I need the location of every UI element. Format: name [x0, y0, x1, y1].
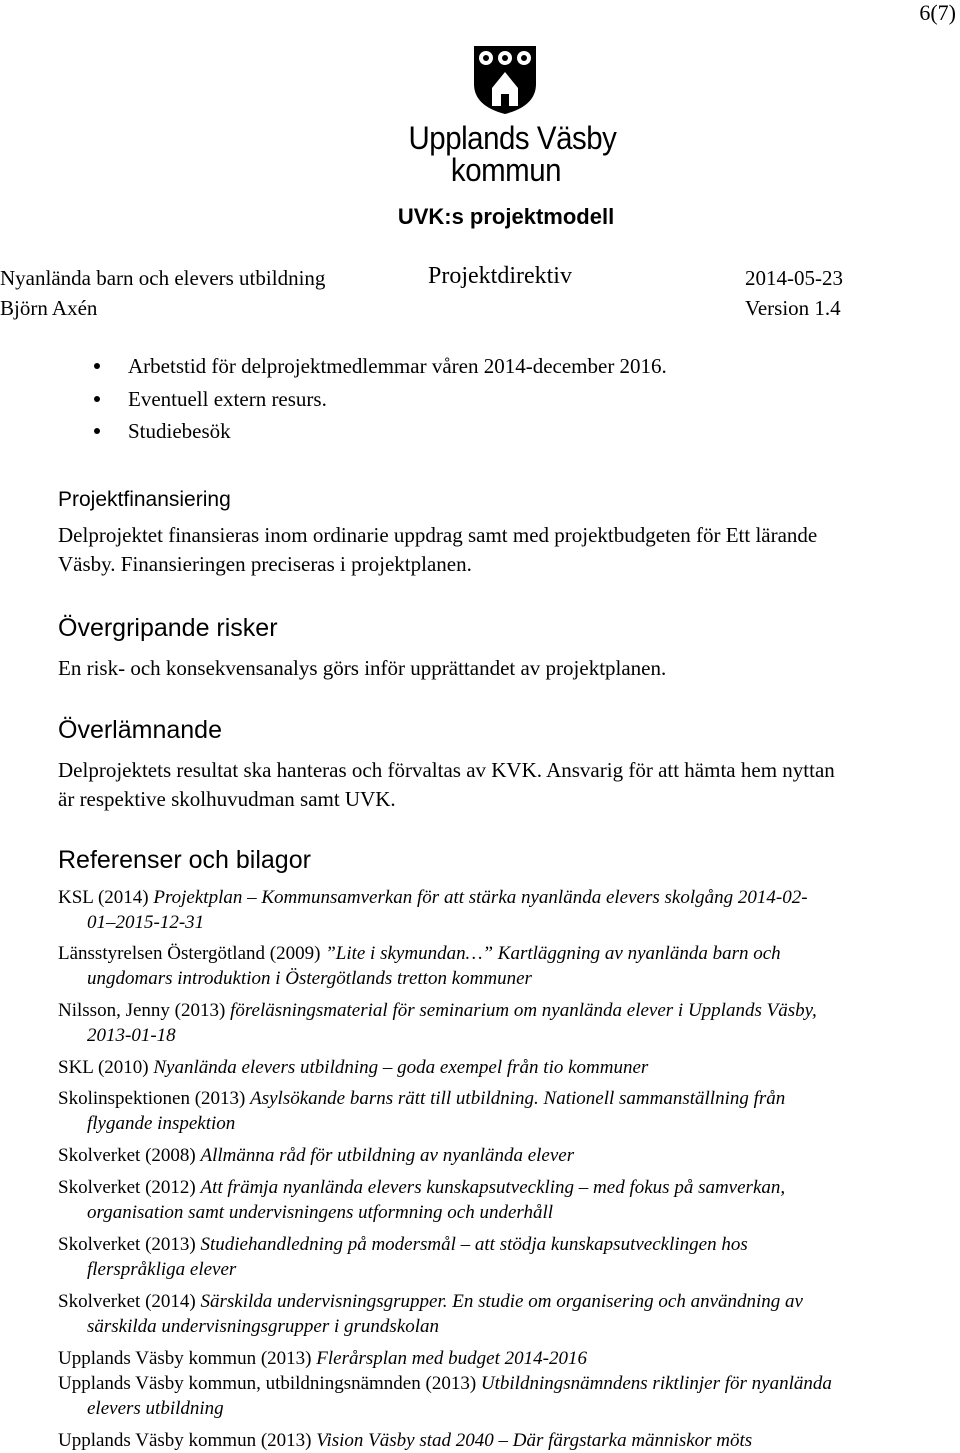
reference-item: Skolinspektionen (2013) Asylsökande barns rätt till utbildning. Nationell sammanställning från flygande inspektion: [58, 1088, 786, 1134]
header-date: 2014-05-23: [745, 266, 843, 290]
municipality-logo: [400, 44, 617, 190]
reference-item: Nilsson, Jenny (2013) föreläsningsmaterial för seminarium om nyanlända elever i Upplands Väsby, 2013-01-18: [58, 1000, 817, 1046]
municipality-coat-of-arms-icon: [472, 44, 538, 116]
section-text-financing: Delprojektet finansieras inom ordinarie uppdrag samt med projektbudgeten för Ett lärande Väsby. Finansieringen preciseras i projektplanen.: [58, 523, 818, 576]
bullet-icon: [94, 428, 100, 434]
reference-item: KSL (2014) Projektplan – Kommunsamverkan för att stärka nyanlända elevers skolgång 2014-02- 01–2015-12-31: [58, 887, 808, 933]
header-project: Nyanlända barn och elevers utbildning: [0, 266, 326, 290]
section-text-risks: En risk- och konsekvensanalys görs inför upprättandet av projektplanen.: [58, 656, 667, 680]
reference-item: Upplands Väsby kommun (2013) Vision Väsby stad 2040 – Där färgstarka människor möts: [58, 1430, 753, 1451]
list-item: Eventuell extern resurs.: [94, 387, 327, 412]
section-heading-references: Referenser och bilagor: [58, 846, 311, 874]
section-text-handover: Delprojektets resultat ska hanteras och förvaltas av KVK. Ansvarig för att hämta hem nyttan är respektive skolhuvudman samt UVK.: [58, 758, 835, 811]
reference-item: Upplands Väsby kommun (2013) Flerårsplan med budget 2014-2016: [58, 1348, 587, 1369]
logo-wordmark: Upplands Väsby: [408, 120, 617, 156]
section-heading-financing: Projektfinansiering: [58, 488, 231, 511]
reference-item: Skolverket (2013) Studiehandledning på modersmål – att stödja kunskapsutvecklingen hos flerspråkliga elever: [58, 1234, 748, 1280]
reference-item: Upplands Väsby kommun, utbildningsnämnden (2013) Utbildningsnämndens riktlinjer för nyanlända elevers utbildning: [58, 1373, 832, 1419]
section-heading-handover: Överlämnande: [58, 716, 222, 744]
bullet-icon: [94, 363, 100, 369]
reference-item: Skolverket (2012) Att främja nyanlända elevers kunskapsutveckling – med fokus på samverkan, organisation samt undervisningens utformning och underhåll: [58, 1177, 786, 1223]
reference-item: SKL (2010) Nyanlända elevers utbildning – goda exempel från tio kommuner: [58, 1057, 649, 1078]
reference-item: Skolverket (2008) Allmänna råd för utbildning av nyanlända elever: [58, 1145, 575, 1166]
list-item: Studiebesök: [94, 419, 231, 444]
page-number: 6(7): [919, 0, 956, 25]
header-author: Björn Axén: [0, 296, 98, 320]
header-document-type: Projektdirektiv: [428, 263, 572, 289]
section-heading-risks: Övergripande risker: [58, 614, 278, 642]
document-heading: UVK:s projektmodell: [397, 204, 615, 229]
reference-item: Länsstyrelsen Östergötland (2009) ”Lite i skymundan…” Kartläggning av nyanlända barn och ungdomars introduktion i Östergötlands tretton kommuner: [58, 943, 781, 989]
header-version: Version 1.4: [745, 296, 841, 320]
logo-subtitle: kommun: [450, 152, 562, 188]
bullet-icon: [94, 396, 100, 402]
list-item: Arbetstid för delprojektmedlemmar våren 2014-december 2016.: [94, 354, 667, 379]
reference-item: Skolverket (2014) Särskilda undervisningsgrupper. En studie om organisering och användning av särskilda undervisningsgrupper i grundskolan: [58, 1291, 803, 1337]
